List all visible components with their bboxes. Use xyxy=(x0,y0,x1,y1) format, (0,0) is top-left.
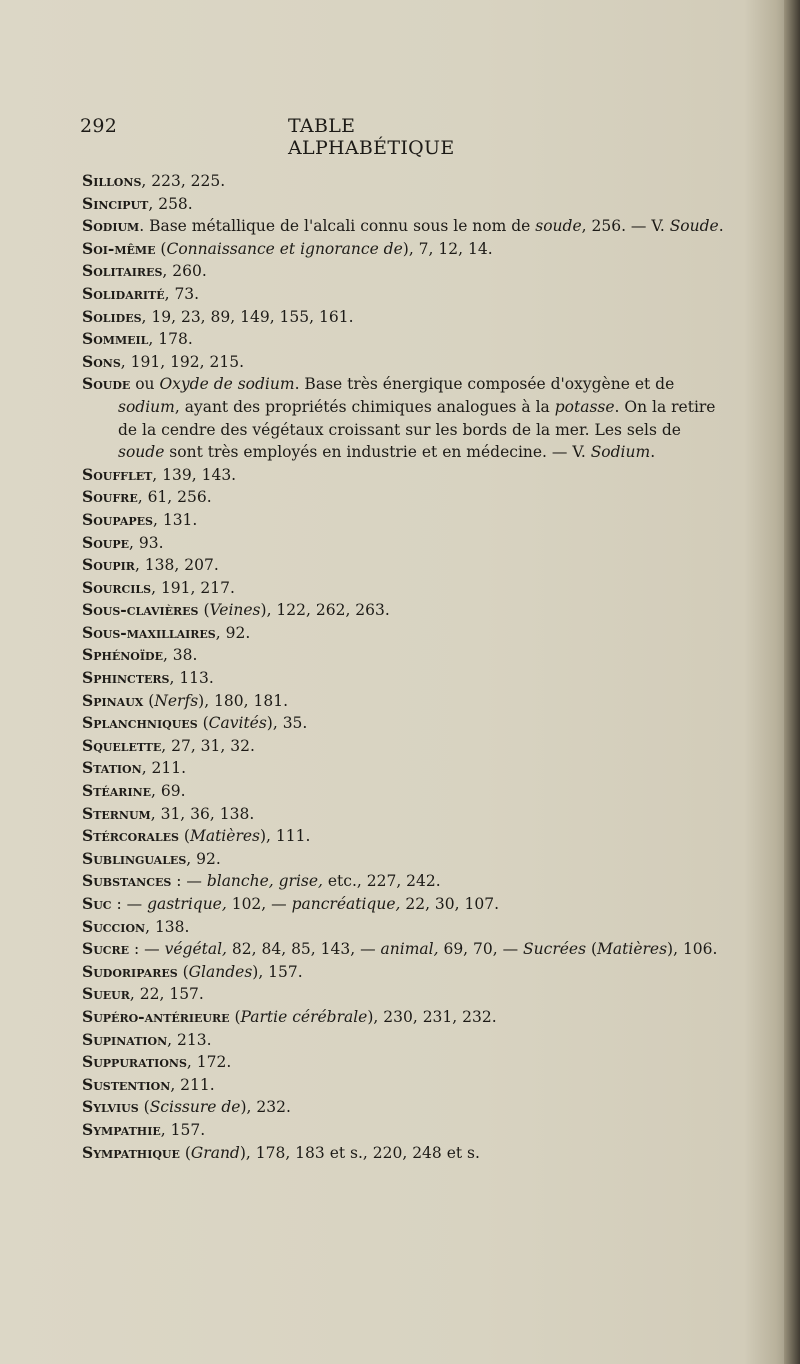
index-entry xyxy=(82,260,727,283)
entry-text: . Base très énergique composée d'oxygène et de xyxy=(294,375,675,394)
index-entry xyxy=(82,1051,727,1074)
entry-text: ( xyxy=(586,940,598,959)
entry-italic-text: Matières xyxy=(597,940,668,959)
index-entry xyxy=(82,306,727,329)
entry-text: , 211. xyxy=(170,1075,215,1094)
entry-italic-text: Oxyde de sodium xyxy=(159,375,295,394)
entry-text: etc., 227, 242. xyxy=(322,872,441,891)
index-entry xyxy=(82,644,727,667)
entry-headword: Sous-clavières xyxy=(82,600,199,620)
index-entry xyxy=(82,599,727,622)
entry-italic-text: Partie cérébrale xyxy=(240,1007,368,1026)
entry-italic-text: gastrique, xyxy=(147,895,227,913)
entry-headword: Sucre xyxy=(82,939,130,959)
entry-text: , 31, 36, 138. xyxy=(150,804,255,823)
index-entry xyxy=(82,916,727,939)
entry-text: ), 111. xyxy=(259,827,311,846)
entry-headword: Sympathique xyxy=(82,1142,180,1162)
entry-italic-text: sodium xyxy=(118,397,175,416)
entry-headword: Sous-maxillaires xyxy=(82,622,216,642)
entry-headword: Sylvius xyxy=(82,1097,139,1117)
entry-text: , 61, 256. xyxy=(137,488,212,507)
entry-text: ( xyxy=(138,1098,150,1117)
entry-text: ( xyxy=(198,601,210,620)
entry-text: , 92. xyxy=(186,849,221,868)
entry-text: ), 180, 181. xyxy=(198,691,289,710)
entry-text: , 172. xyxy=(186,1053,232,1072)
entry-text: ), 7, 12, 14. xyxy=(402,239,493,258)
entry-headword: Succion xyxy=(82,916,146,936)
index-entry xyxy=(82,870,727,893)
entry-text: : — xyxy=(111,895,148,913)
entry-headword: Solidarité xyxy=(82,283,165,303)
entry-headword: Soufre xyxy=(82,487,138,507)
entry-text: , 258. xyxy=(148,194,193,213)
entry-headword: Soupir xyxy=(82,555,135,575)
index-entry xyxy=(82,238,727,261)
entry-headword: Soufflet xyxy=(82,464,153,484)
entry-headword: Splanchniques xyxy=(82,713,198,733)
entry-text: 82, 84, 85, 143, — xyxy=(226,940,381,959)
entry-italic-text: Veines xyxy=(209,601,261,620)
entry-text: , 191, 217. xyxy=(151,578,235,597)
entry-italic-text: Connaissance et ignorance de xyxy=(166,239,403,258)
index-entry xyxy=(82,328,727,351)
entry-text: , 19, 23, 89, 149, 155, 161. xyxy=(141,307,354,326)
entry-headword: Suppurations xyxy=(82,1052,187,1072)
index-entry xyxy=(82,486,727,509)
entry-text: , 223, 225. xyxy=(141,172,226,190)
entry-text: . xyxy=(718,217,724,236)
entry-italic-text: potasse xyxy=(554,397,615,416)
entry-headword: Solitaires xyxy=(82,261,163,281)
entry-headword: Soupapes xyxy=(82,509,153,529)
index-entry xyxy=(82,825,727,848)
entry-text: , 178. xyxy=(148,330,193,349)
entry-text: ), 157. xyxy=(252,962,303,981)
entry-text: : — xyxy=(129,940,165,959)
entry-text: , 211. xyxy=(141,759,187,778)
entry-text: , 113. xyxy=(169,669,214,688)
index-entry xyxy=(82,667,727,690)
index-entry xyxy=(82,803,727,826)
index-entry xyxy=(82,554,727,577)
entry-headword: Sodium xyxy=(82,216,140,236)
index-entry xyxy=(82,961,727,984)
entry-headword: Soi-même xyxy=(82,238,156,258)
index-entry xyxy=(82,848,727,871)
entry-text: ( xyxy=(178,827,190,846)
entry-text: , 138. xyxy=(145,917,190,936)
index-entry xyxy=(82,712,727,735)
index-entry xyxy=(82,938,727,961)
index-entry xyxy=(82,1074,727,1097)
entry-text: ), 178, 183 et s., 220, 248 et s. xyxy=(239,1143,480,1162)
index-entry xyxy=(82,983,727,1006)
entry-text: , 93. xyxy=(129,533,164,552)
index-entry xyxy=(82,690,727,713)
entry-text: , 191, 192, 215. xyxy=(120,352,245,371)
index-entry xyxy=(82,780,727,803)
entry-text: , ayant des propriétés chimiques analogues à la xyxy=(174,397,555,416)
index-entry xyxy=(82,193,727,216)
index-entries xyxy=(82,170,727,1164)
index-entry xyxy=(82,464,727,487)
entry-text: , 73. xyxy=(164,284,200,303)
index-entry xyxy=(82,757,727,780)
entry-text: ( xyxy=(179,1143,191,1162)
entry-text: , 69. xyxy=(151,782,186,801)
entry-text: ( xyxy=(143,691,155,710)
entry-text: ( xyxy=(155,239,167,258)
entry-headword: Supéro-antérieure xyxy=(82,1006,230,1026)
entry-italic-text: Scissure de xyxy=(149,1098,241,1117)
entry-text: , 92. xyxy=(215,623,251,642)
entry-headword: Sillons xyxy=(82,171,142,190)
entry-italic-text: Sodium xyxy=(590,443,651,462)
entry-headword: Soude xyxy=(82,374,131,394)
entry-headword: Sueur xyxy=(82,984,130,1004)
entry-headword: Sublinguales xyxy=(82,848,187,868)
entry-italic-text: Sucrées xyxy=(523,940,587,959)
index-entry xyxy=(82,1096,727,1119)
entry-text: ), 35. xyxy=(266,714,308,733)
entry-headword: Sustention xyxy=(82,1074,171,1094)
entry-text: : — xyxy=(171,872,207,891)
entry-text: ), 122, 262, 263. xyxy=(260,601,390,620)
entry-text: ( xyxy=(229,1007,241,1026)
index-entry xyxy=(82,1142,727,1165)
entry-italic-text: Grand xyxy=(190,1143,240,1162)
index-entry xyxy=(82,351,727,374)
entry-text: , 131. xyxy=(152,510,198,529)
entry-italic-text: Matières xyxy=(189,827,260,846)
index-entry xyxy=(82,532,727,555)
entry-text: , 138, 207. xyxy=(134,556,219,575)
entry-headword: Substances xyxy=(82,871,172,891)
entry-headword: Squelette xyxy=(82,735,162,755)
entry-italic-text: soude xyxy=(118,443,165,462)
entry-text: ), 232. xyxy=(240,1098,291,1117)
entry-text: . On la retire de la cendre des végétaux croissant sur les bords de la mer. Les sels de xyxy=(118,397,716,439)
entry-headword: Sternum xyxy=(82,803,151,823)
entry-headword: Sphincters xyxy=(82,668,170,688)
entry-headword: Stéarine xyxy=(82,781,152,801)
entry-text: ), 230, 231, 232. xyxy=(367,1007,497,1026)
index-entry xyxy=(82,509,727,532)
entry-headword: Sphénoïde xyxy=(82,645,163,665)
entry-text: , 139, 143. xyxy=(152,465,237,484)
index-entry xyxy=(82,215,727,238)
entry-italic-text: blanche, grise, xyxy=(206,872,323,891)
index-entry xyxy=(82,735,727,758)
entry-text: , 38. xyxy=(162,646,198,665)
entry-headword: Station xyxy=(82,758,142,778)
entry-headword: Solides xyxy=(82,306,142,326)
page-number: 292 xyxy=(80,115,118,137)
index-entry xyxy=(82,283,727,306)
entry-headword: Sourcils xyxy=(82,577,152,597)
entry-text: , 213. xyxy=(167,1030,212,1049)
entry-headword: Spinaux xyxy=(82,690,144,710)
entry-text: 69, 70, — xyxy=(438,940,524,959)
entry-italic-text: végétal, xyxy=(164,940,227,959)
entry-text: sont très employés en industrie et en médecine. — V. xyxy=(164,443,591,462)
entry-headword: Sommeil xyxy=(82,329,149,349)
entry-text: , 27, 31, 32. xyxy=(161,736,255,755)
entry-italic-text: Nerfs xyxy=(154,691,199,710)
entry-italic-text: Soude xyxy=(669,217,719,236)
index-entry xyxy=(82,1006,727,1029)
index-entry xyxy=(82,1119,727,1142)
entry-text: ( xyxy=(177,962,189,981)
entry-text: . Base métallique de l'alcali connu sous le nom de xyxy=(139,217,536,236)
entry-text: ), 106. xyxy=(667,940,718,959)
entry-italic-text: animal, xyxy=(380,940,439,959)
entry-italic-text: Glandes xyxy=(188,962,253,981)
book-spine-edge xyxy=(784,0,800,1364)
entry-italic-text: pancréatique, xyxy=(291,895,401,913)
entry-text: ( xyxy=(197,714,209,733)
entry-text: ou xyxy=(130,375,160,394)
entry-text: 22, 30, 107. xyxy=(400,895,500,913)
entry-italic-text: soude xyxy=(535,217,582,236)
entry-text: 102, — xyxy=(226,895,292,913)
entry-headword: Stércorales xyxy=(82,826,179,846)
entry-text: , 22, 157. xyxy=(129,985,204,1004)
index-entry xyxy=(82,622,727,645)
page-title: TABLE ALPHABÉTIQUE xyxy=(288,115,455,159)
entry-headword: Suc xyxy=(82,894,112,913)
index-entry xyxy=(82,170,727,193)
entry-headword: Soupe xyxy=(82,532,130,552)
entry-text: , 260. xyxy=(162,262,207,281)
index-entry xyxy=(82,1029,727,1052)
entry-headword: Sons xyxy=(82,351,121,371)
index-entry xyxy=(82,577,727,600)
entry-text: . xyxy=(650,443,656,462)
entry-text: , 256. — V. xyxy=(581,217,670,236)
entry-headword: Sudoripares xyxy=(82,961,178,981)
entry-headword: Supination xyxy=(82,1029,168,1049)
index-entry xyxy=(82,893,727,916)
entry-headword: Sympathie xyxy=(82,1119,161,1139)
entry-italic-text: Cavités xyxy=(208,714,267,733)
index-entry xyxy=(82,373,727,463)
entry-headword: Sinciput xyxy=(82,193,149,213)
entry-text: , 157. xyxy=(160,1120,206,1139)
